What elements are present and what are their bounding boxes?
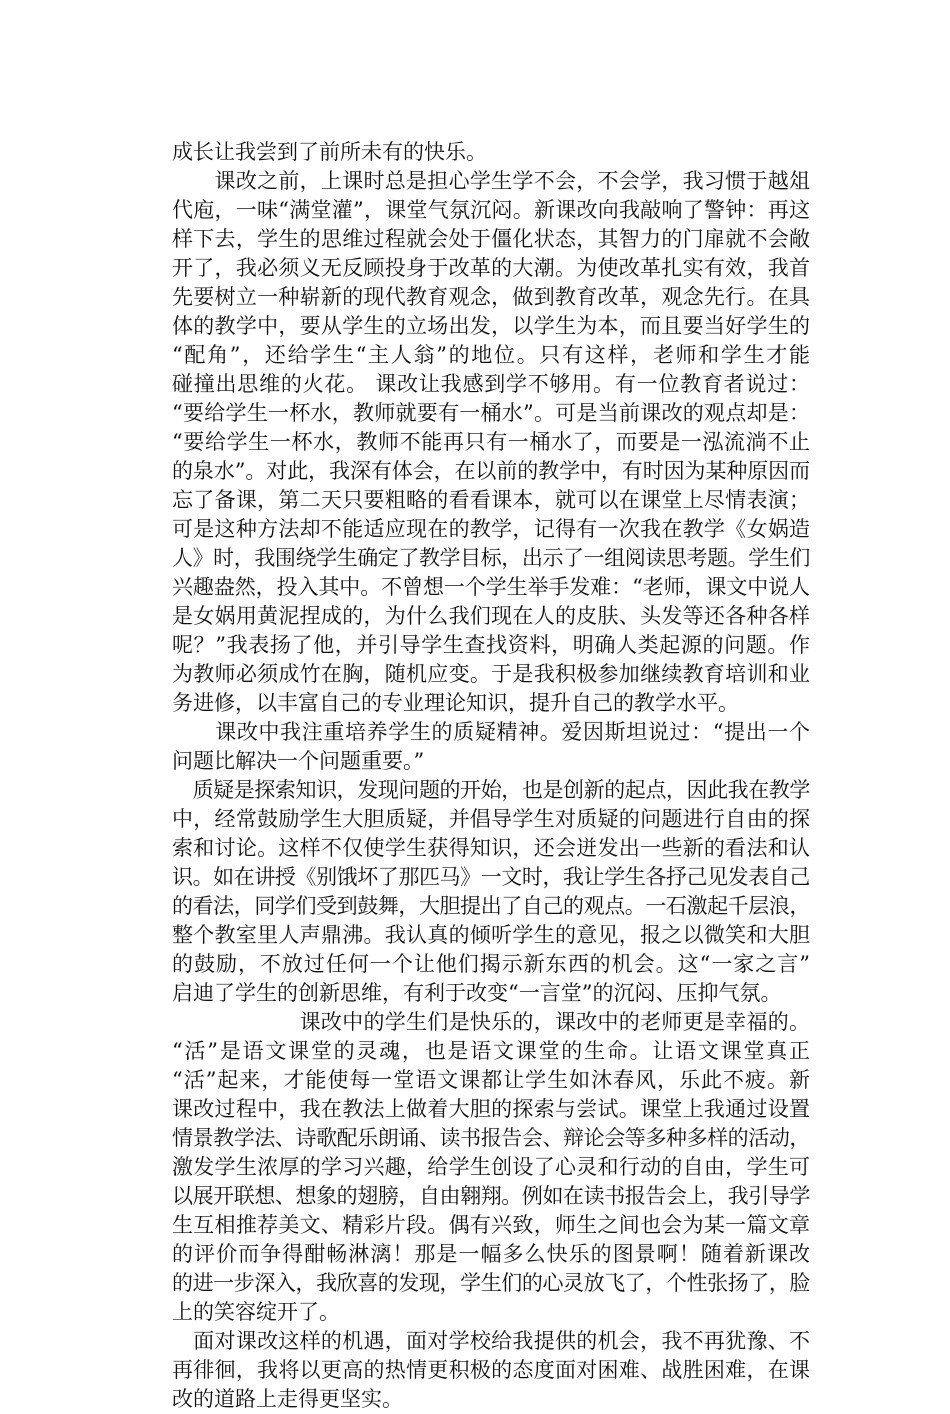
text-line: 中，经常鼓励学生大胆质疑，并倡导学生对质疑的问题进行自由的探 <box>172 807 810 831</box>
text-line: 代庖，一味“满堂灌”，课堂气氛沉闷。新课改向我敲响了警钟：再这 <box>172 198 810 222</box>
text-line: “活”起来，才能使每一堂语文课都让学生如沐春风，乐此不疲。新 <box>172 1068 810 1092</box>
text-line: 务进修，以丰富自己的专业理论知识，提升自己的教学水平。 <box>172 691 739 715</box>
text-line: 问题比解决一个问题重要。” <box>172 749 425 773</box>
text-line: 改的道路上走得更坚实。 <box>172 1387 403 1411</box>
text-line: 的看法，同学们受到鼓舞，大胆提出了自己的观点。一石激起千层浪， <box>172 894 810 918</box>
text-line: 整个教室里人声鼎沸。我认真的倾听学生的意见，报之以微笑和大胆 <box>172 923 810 947</box>
essay-text <box>172 138 810 1414</box>
text-line: 体的教学中，要从学生的立场出发，以学生为本，而且要当好学生的 <box>172 314 810 338</box>
text-line: 课改中的学生们是快乐的，课改中的老师更是幸福的。 <box>172 1010 810 1034</box>
text-line: 启迪了学生的创新思维，有利于改变“一言堂”的沉闷、压抑气氛。 <box>172 981 782 1005</box>
text-line: 以展开联想、想象的翅膀，自由翱翔。例如在读书报告会上，我引导学 <box>172 1184 810 1208</box>
text-line: “要给学生一杯水，教师就要有一桶水”。可是当前课改的观点却是： <box>172 401 810 425</box>
text-line: 呢？”我表扬了他，并引导学生查找资料，明确人类起源的问题。作 <box>172 633 810 657</box>
text-line: 先要树立一种崭新的现代教育观念，做到教育改革，观念先行。在具 <box>172 285 810 309</box>
text-line: 生互相推荐美文、精彩片段。偶有兴致，师生之间也会为某一篇文章 <box>172 1213 810 1237</box>
text-line: 开了，我必须义无反顾投身于改革的大潮。为使改革扎实有效，我首 <box>172 256 810 280</box>
text-line: 课改过程中，我在教法上做着大胆的探索与尝试。课堂上我通过设置 <box>172 1097 810 1121</box>
text-line: 再徘徊，我将以更高的热情更积极的态度面对困难、战胜困难，在课 <box>172 1358 810 1382</box>
text-line: 索和讨论。这样不仅使学生获得知识，还会迸发出一些新的看法和认 <box>172 836 810 860</box>
text-line: 可是这种方法却不能适应现在的教学，记得有一次我在教学《女娲造 <box>172 517 810 541</box>
text-line: 激发学生浓厚的学习兴趣，给学生创设了心灵和行动的自由，学生可 <box>172 1155 810 1179</box>
text-line: 兴趣盎然，投入其中。不曾想一个学生举手发难：“老师，课文中说人 <box>172 575 810 599</box>
text-line: 情景教学法、诗歌配乐朗诵、读书报告会、辩论会等多种多样的活动， <box>172 1126 810 1150</box>
text-line: 的泉水”。对此，我深有体会，在以前的教学中，有时因为某种原因而 <box>172 459 810 483</box>
text-line: 碰撞出思维的火花。 课改让我感到学不够用。有一位教育者说过： <box>172 372 810 396</box>
text-line: 是女娲用黄泥捏成的，为什么我们现在人的皮肤、头发等还各种各样 <box>172 604 810 628</box>
text-line: “活”是语文课堂的灵魂，也是语文课堂的生命。让语文课堂真正 <box>172 1039 810 1063</box>
text-line: 的鼓励，不放过任何一个让他们揭示新东西的机会。这“一家之言” <box>172 952 810 976</box>
text-line: 忘了备课，第二天只要粗略的看看课本，就可以在课堂上尽情表演； <box>172 488 810 512</box>
text-line: 面对课改这样的机遇，面对学校给我提供的机会，我不再犹豫、不 <box>172 1329 810 1353</box>
text-line: 质疑是探索知识，发现问题的开始，也是创新的起点，因此我在教学 <box>172 778 810 802</box>
text-line: 上的笑容绽开了。 <box>172 1300 340 1324</box>
text-line: 的评价而争得酣畅淋漓！那是一幅多么快乐的图景啊！随着新课改 <box>172 1242 810 1266</box>
text-line: “配角”，还给学生“主人翁”的地位。只有这样，老师和学生才能 <box>172 343 810 367</box>
text-line: 成长让我尝到了前所未有的快乐。 <box>172 140 487 164</box>
text-line: “要给学生一杯水，教师不能再只有一桶水了，而要是一泓流淌不止 <box>172 430 810 454</box>
text-line: 为教师必须成竹在胸，随机应变。于是我积极参加继续教育培训和业 <box>172 662 810 686</box>
text-line: 课改中我注重培养学生的质疑精神。爱因斯坦说过：“提出一个 <box>172 720 810 744</box>
text-line: 的进一步深入，我欣喜的发现，学生们的心灵放飞了，个性张扬了，脸 <box>172 1271 810 1295</box>
text-line: 人》时，我围绕学生确定了教学目标，出示了一组阅读思考题。学生们 <box>172 546 810 570</box>
text-line: 样下去，学生的思维过程就会处于僵化状态，其智力的门扉就不会敞 <box>172 227 810 251</box>
text-line: 课改之前，上课时总是担心学生学不会，不会学，我习惯于越俎 <box>172 169 810 193</box>
text-line: 识。如在讲授《别饿坏了那匹马》一文时，我让学生各抒己见发表自己 <box>172 865 810 889</box>
